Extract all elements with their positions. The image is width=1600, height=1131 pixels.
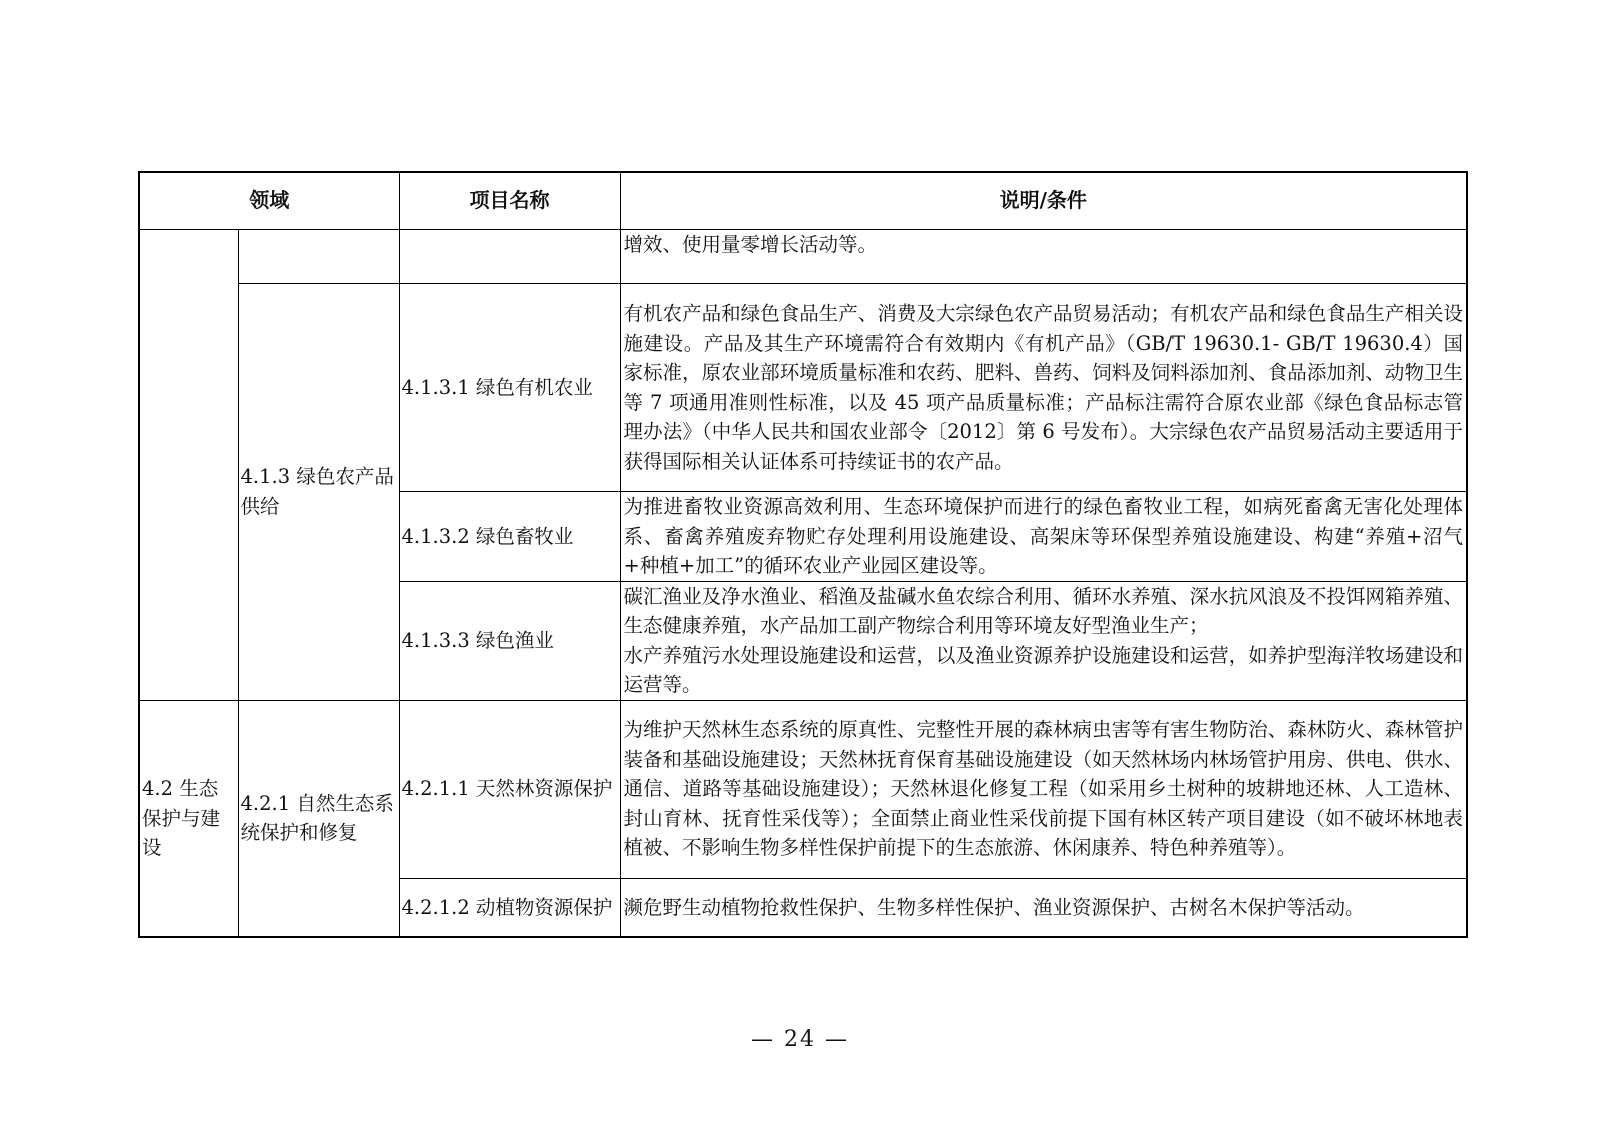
subdomain-cell-empty <box>238 230 399 284</box>
description-cell-4-1-3-2: 为推进畜牧业资源高效利用、生态环境保护而进行的绿色畜牧业工程，如病死畜禽无害化处理体系、畜禽养殖废弃物贮存处理利用设施建设、高架床等环保型养殖设施建设、构建“养殖+沼气+种植+加工”的循环农业产业园区建设等。 <box>620 492 1467 582</box>
description-line: 水产养殖污水处理设施建设和运营，以及渔业资源养护设施建设和运营，如养护型海洋牧场建设和运营等。 <box>623 643 1463 696</box>
domain-cell-empty <box>139 230 238 701</box>
project-cell-4-1-3-1: 4.1.3.1 绿色有机农业 <box>399 284 620 492</box>
table-row <box>139 284 1467 492</box>
description-line: 碳汇渔业及净水渔业、稻渔及盐碱水鱼农综合利用、循环水养殖、深水抗风浪及不投饵网箱养殖、生态健康养殖，水产品加工副产物综合利用等环境友好型渔业生产； <box>623 584 1463 637</box>
table-header-row <box>139 172 1467 230</box>
project-cell-empty <box>399 230 620 284</box>
table-row <box>139 230 1467 284</box>
subdomain-cell-4-2-1: 4.2.1 自然生态系统保护和修复 <box>238 700 399 937</box>
domain-cell-4-2: 4.2 生态保护与建设 <box>139 700 238 937</box>
table-row <box>139 700 1467 878</box>
project-cell-4-1-3-2: 4.1.3.2 绿色畜牧业 <box>399 492 620 582</box>
project-cell-4-2-1-2: 4.2.1.2 动植物资源保护 <box>399 878 620 937</box>
description-cell-4-1-3-3 <box>620 581 1467 700</box>
page-number: — 24 — <box>751 1027 849 1052</box>
header-project-name: 项目名称 <box>399 172 620 230</box>
description-cell: 增效、使用量零增长活动等。 <box>620 230 1467 284</box>
description-cell-4-1-3-1: 有机农产品和绿色食品生产、消费及大宗绿色农产品贸易活动；有机农产品和绿色食品生产相关设施建设。产品及其生产环境需符合有效期内《有机产品》（GB/T 19630.1- GB/T 19630.4）国家标准，原农业部环境质量标准和农药、肥料、兽药、饲料及饲料添加剂、食品添加剂、动物卫生等 7 项通用准则性标准，以及 45 项产品质量标准；产品标注需符合原农业部《绿色食品标志管理办法》（中华人民共和国农业部令〔2012〕第 6 号发布）。大宗绿色农产品贸易活动主要适用于获得国际相关认证体系可持续证书的农产品。 <box>620 284 1467 492</box>
description-cell-4-2-1-1: 为维护天然林生态系统的原真性、完整性开展的森林病虫害等有害生物防治、森林防火、森林管护装备和基础设施建设；天然林抚育保育基础设施建设（如天然林场内林场管护用房、供电、供水、通信、道路等基础设施建设）；天然林退化修复工程（如采用乡土树种的坡耕地还林、人工造林、封山育林、抚育性采伐等）；全面禁止商业性采伐前提下国有林区转产项目建设（如不破坏林地表植被、不影响生物多样性保护前提下的生态旅游、休闲康养、特色种养殖等）。 <box>620 700 1467 878</box>
header-domain: 领域 <box>139 172 399 230</box>
subdomain-cell-4-1-3: 4.1.3 绿色农产品供给 <box>238 284 399 701</box>
description-cell-4-2-1-2: 濒危野生动植物抢救性保护、生物多样性保护、渔业资源保护、古树名木保护等活动。 <box>620 878 1467 937</box>
project-cell-4-2-1-1: 4.2.1.1 天然林资源保护 <box>399 700 620 878</box>
policy-table <box>138 171 1468 938</box>
project-cell-4-1-3-3: 4.1.3.3 绿色渔业 <box>399 581 620 700</box>
header-description: 说明/条件 <box>620 172 1467 230</box>
